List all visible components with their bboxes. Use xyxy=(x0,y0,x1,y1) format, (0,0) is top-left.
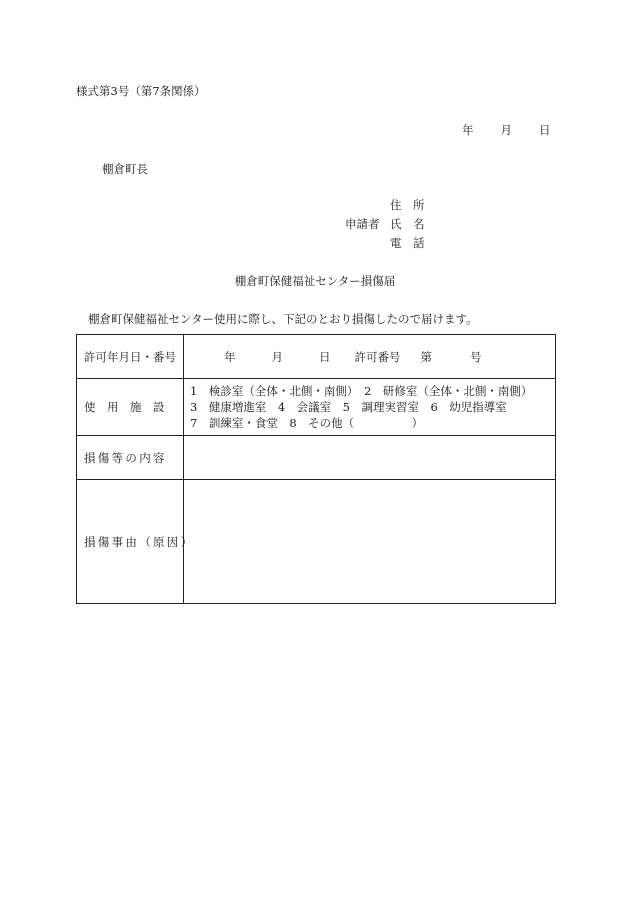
facility-line: 1 検診室（全体・北側・南側） 2 研修室（全体・北側・南側） xyxy=(190,384,533,398)
intro-text: 棚倉町保健福祉センター使用に際し、下記のとおり損傷したので届けます。 xyxy=(88,312,478,326)
permit-year-label: 年 xyxy=(224,349,236,364)
facility-label: 使 用 施 設 xyxy=(77,379,184,436)
permit-month-label: 月 xyxy=(271,349,283,364)
addressee: 棚倉町長 xyxy=(102,162,148,176)
damage-content-field[interactable] xyxy=(184,436,556,480)
form-number: 様式第3号（第7条関係） xyxy=(76,84,206,98)
permit-row xyxy=(77,335,556,379)
damage-reason-row xyxy=(77,480,556,604)
submission-date xyxy=(462,123,551,137)
damage-reason-field[interactable] xyxy=(184,480,556,604)
permit-day-label: 日 xyxy=(319,349,331,364)
facility-row xyxy=(77,379,556,436)
permit-dai-label: 第 xyxy=(420,349,432,364)
applicant-address-label: 住 所 xyxy=(390,198,425,212)
permit-date-number xyxy=(184,335,556,379)
facility-line: 7 訓練室・食堂 8 その他（ ） xyxy=(190,416,424,430)
applicant-name-label: 氏 名 xyxy=(390,217,425,231)
permit-label: 許可年月日・番号 xyxy=(77,335,184,379)
permit-go-label: 号 xyxy=(470,349,482,364)
facility-line: 3 健康増進室 4 会議室 5 調理実習室 6 幼児指導室 xyxy=(190,400,507,414)
date-month-label: 月 xyxy=(500,123,512,137)
facility-options xyxy=(184,379,556,436)
date-day-label: 日 xyxy=(539,123,551,137)
damage-report-table xyxy=(76,334,556,604)
damage-content-row xyxy=(77,436,556,480)
document-title: 棚倉町保健福祉センター損傷届 xyxy=(234,274,396,288)
applicant-role-label: 申請者 xyxy=(345,217,380,231)
damage-content-label: 損傷等の内容 xyxy=(77,436,184,480)
permit-number-label: 許可番号 xyxy=(354,349,401,364)
applicant-phone-label: 電 話 xyxy=(390,236,425,250)
damage-reason-label: 損傷事由（原因） xyxy=(77,480,184,604)
date-year-label: 年 xyxy=(462,123,474,137)
